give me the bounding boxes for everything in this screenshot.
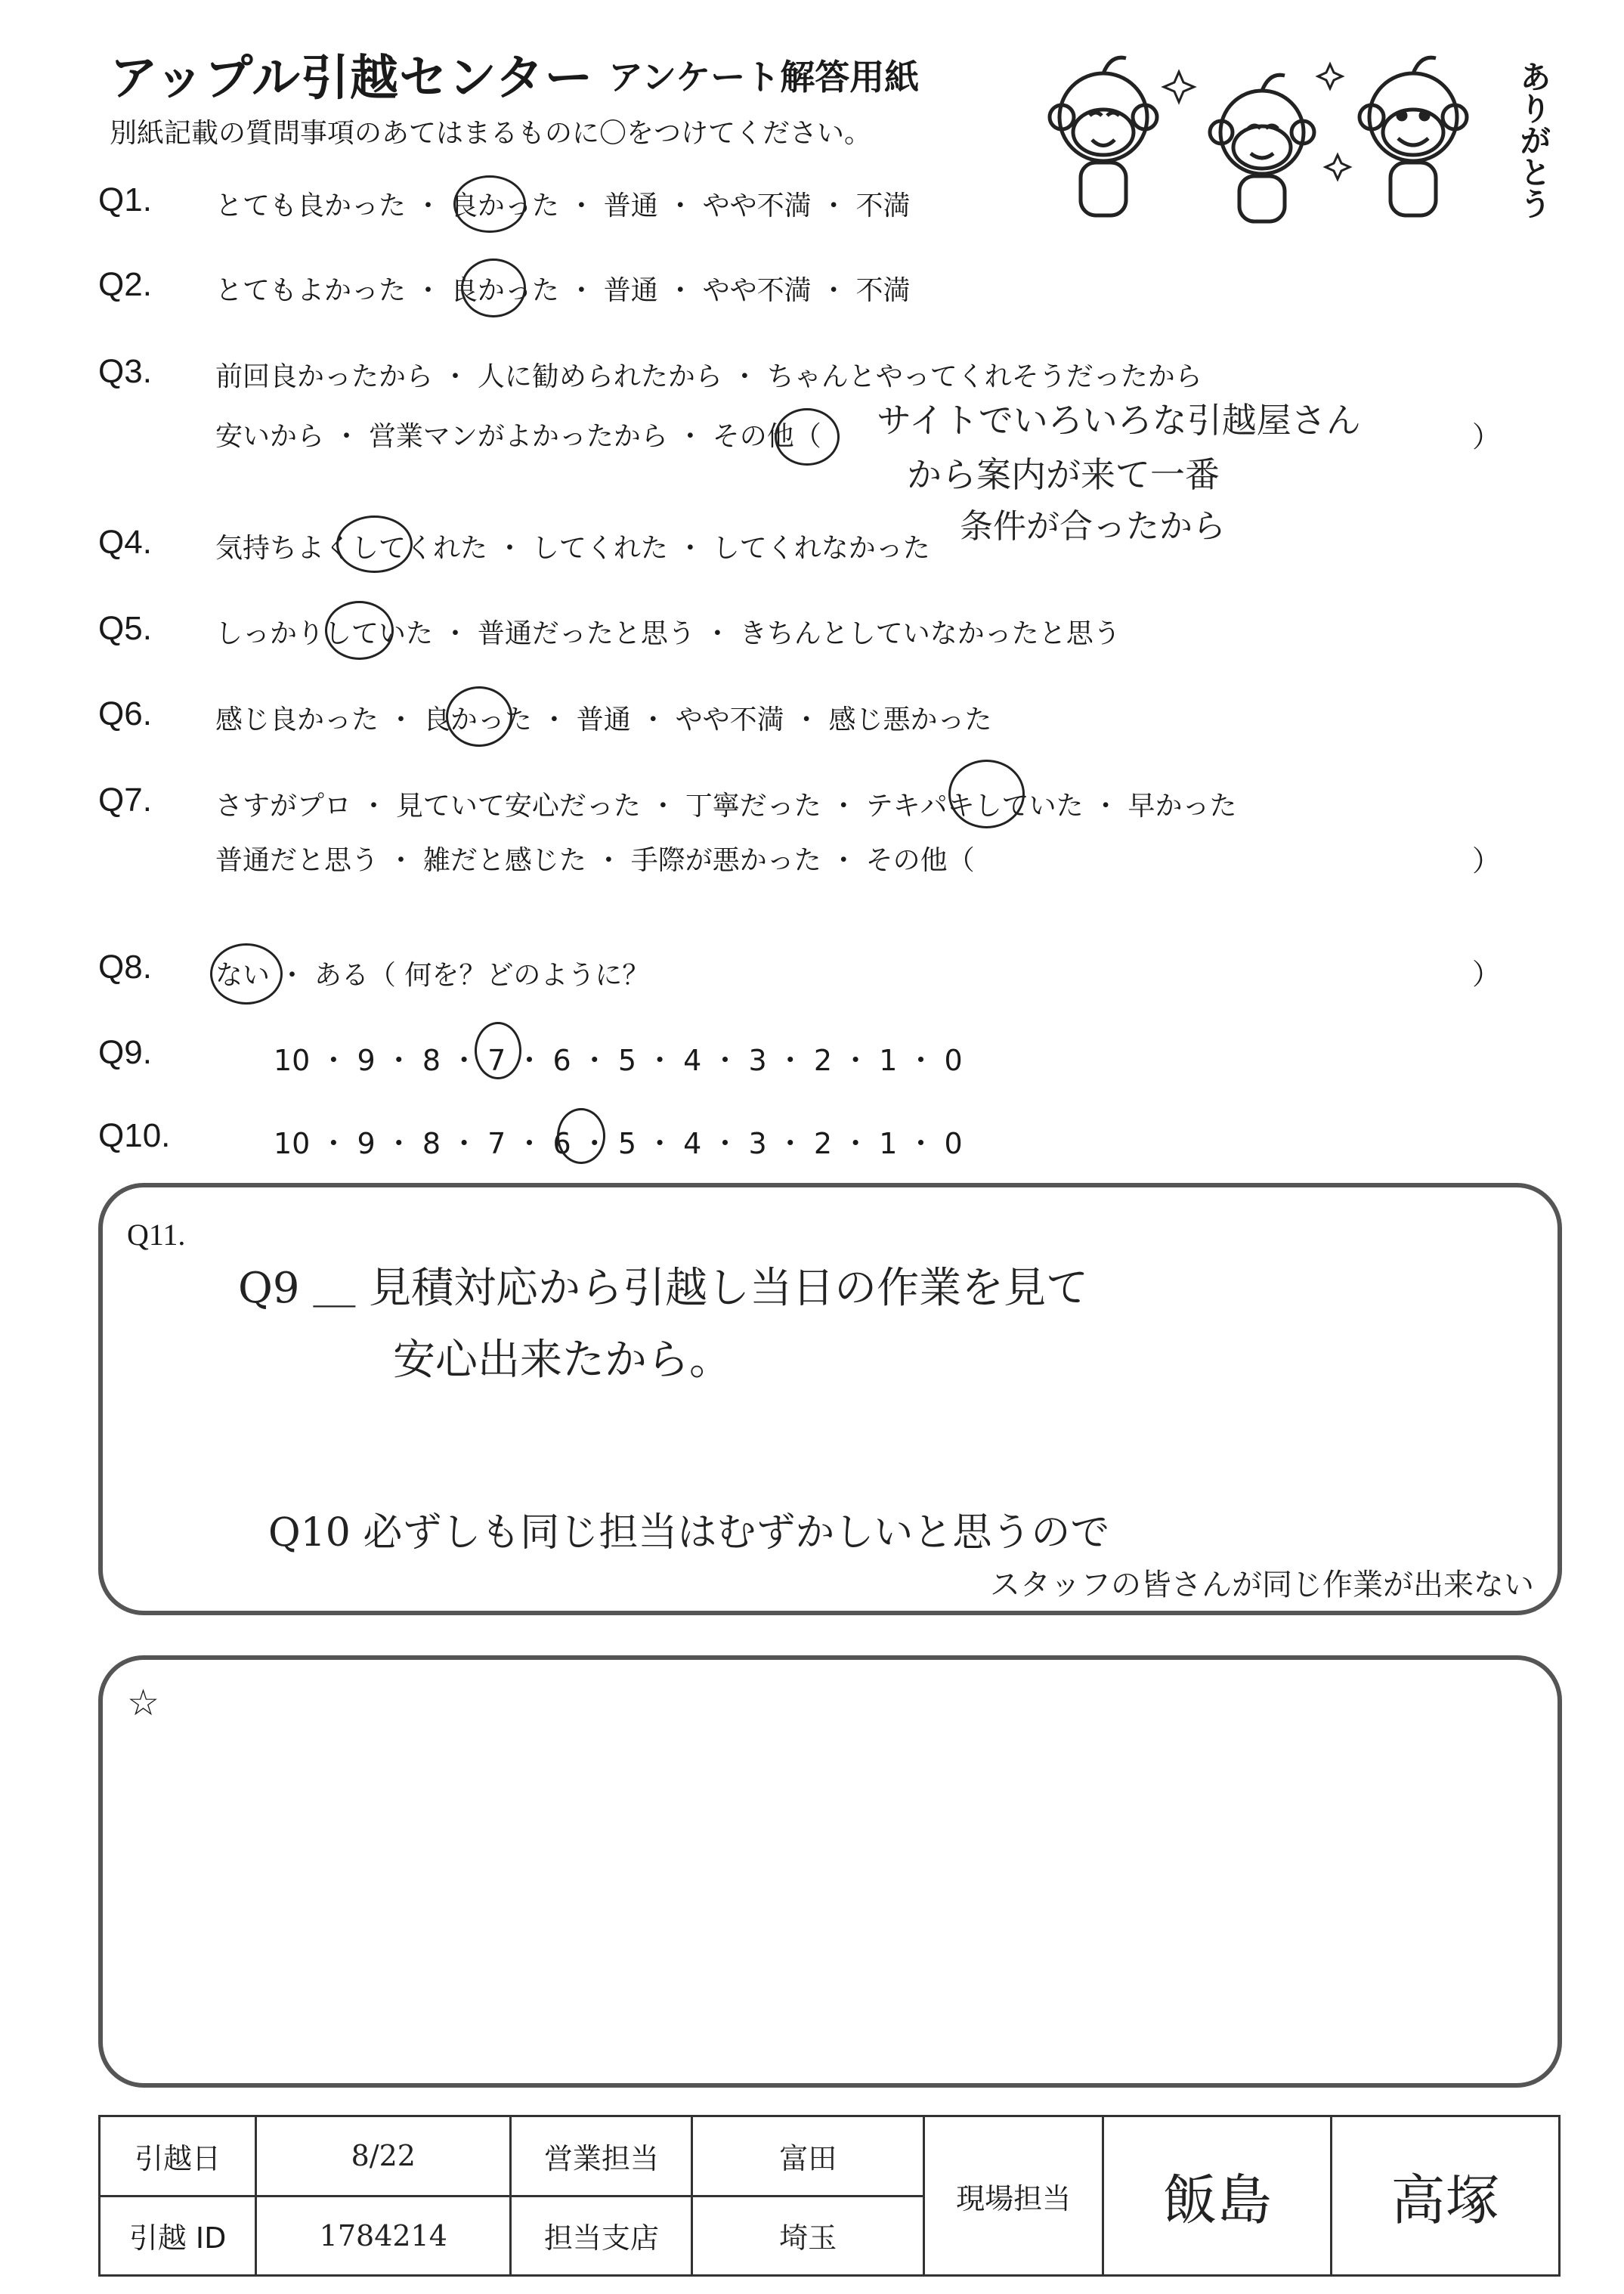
monkey-1-icon	[1050, 57, 1157, 215]
q6-label: Q6.	[98, 695, 152, 732]
q11-handwriting-1: Q9 ＿ 見積対応から引越し当日の作業を見て	[238, 1264, 1089, 1313]
company-title: アップル引越センター	[110, 51, 594, 107]
q5-options[interactable]: しっかりしていた ・ 普通だったと思う ・ きちんとしていなかったと思う	[215, 618, 1121, 649]
branch-value: 埼玉	[692, 2196, 924, 2276]
q3-other-handwriting-1: サイトでいろいろな引越屋さん	[877, 400, 1361, 441]
site-staff-label: 現場担当	[924, 2116, 1103, 2276]
q11-handwriting-4: スタッフの皆さんが同じ作業が出来ない	[990, 1568, 1534, 1602]
q2-label: Q2.	[98, 266, 152, 303]
q4-answer-circle	[336, 515, 413, 573]
monkey-2-icon	[1210, 75, 1314, 221]
q3-other-handwriting-2: から案内が来て一番	[907, 454, 1220, 495]
q11-handwriting-3: Q10 必ずしも同じ担当はむずかしいと思うので	[268, 1510, 1110, 1556]
site-staff-value-2: 高塚	[1332, 2116, 1560, 2276]
move-date-value: 8/22	[256, 2116, 511, 2196]
thanks-text: ありがとう	[1515, 60, 1552, 219]
q8-label: Q8.	[98, 949, 152, 986]
monkey-3-icon	[1360, 57, 1467, 215]
q7-options-line2[interactable]: 普通だと思う ・ 雑だと感じた ・ 手際が悪かった ・ その他（	[215, 845, 975, 876]
q2-options[interactable]: とてもよかった ・ 良かった ・ 普通 ・ やや不満 ・ 不満	[215, 275, 911, 306]
move-id-label: 引越 ID	[100, 2196, 256, 2276]
q9-label: Q9.	[98, 1034, 152, 1071]
q9-answer-circle	[475, 1022, 521, 1079]
q7-answer-circle	[948, 760, 1025, 828]
q7-close-paren: ）	[1472, 844, 1502, 878]
q3-close-paren: ）	[1472, 420, 1502, 454]
q11-box-label: Q11.	[127, 1218, 186, 1252]
instruction-text: 別紙記載の質問事項のあてはまるものに〇をつけてください。	[110, 118, 872, 149]
q6-answer-circle	[446, 686, 512, 747]
q9-scale[interactable]: 10 ・ 9 ・ 8 ・ 7 ・ 6 ・ 5 ・ 4 ・ 3 ・ 2 ・ 1 ・ 0	[274, 1044, 963, 1077]
sales-rep-label: 営業担当	[511, 2116, 692, 2196]
move-info-table	[98, 2115, 1561, 2277]
q3-other-handwriting-3: 条件が合ったから	[960, 507, 1226, 546]
q10-scale[interactable]: 10 ・ 9 ・ 8 ・ 7 ・ 6 ・ 5 ・ 4 ・ 3 ・ 2 ・ 1 ・ 0	[274, 1127, 963, 1160]
site-staff-value-1: 飯島	[1103, 2116, 1332, 2276]
q3-options-line1[interactable]: 前回良かったから ・ 人に勧められたから ・ ちゃんとやってくれそうだったから	[215, 361, 1202, 392]
q3-options-line2[interactable]: 安いから ・ 営業マンがよかったから ・ その他（	[215, 421, 821, 452]
q4-label: Q4.	[98, 524, 152, 561]
sales-rep-value: 富田	[692, 2116, 924, 2196]
q11-handwriting-2: 安心出来たから。	[393, 1336, 732, 1385]
move-date-label: 引越日	[100, 2116, 256, 2196]
q8-options[interactable]: ない ・ ある（ 何を？どのように？	[215, 960, 650, 991]
q5-label: Q5.	[98, 610, 152, 647]
monkey-mascots-illustration	[1020, 42, 1519, 238]
q10-answer-circle	[557, 1108, 605, 1164]
q7-options-line1[interactable]: さすがプロ ・ 見ていて安心だった ・ 丁寧だった ・ テキパキしていた ・ 早かった	[215, 791, 1237, 822]
q2-answer-circle	[461, 259, 526, 317]
q7-label: Q7.	[98, 782, 152, 819]
q6-options[interactable]: 感じ良かった ・ 良かった ・ 普通 ・ やや不満 ・ 感じ悪かった	[215, 704, 992, 735]
q4-options[interactable]: 気持ちよくしてくれた ・ してくれた ・ してくれなかった	[215, 533, 930, 564]
free-comment-box[interactable]	[98, 1655, 1562, 2088]
q1-label: Q1.	[98, 181, 152, 218]
q8-answer-circle	[210, 943, 283, 1005]
q5-answer-circle	[325, 601, 394, 660]
q3-answer-circle	[775, 408, 840, 466]
q3-label: Q3.	[98, 353, 152, 390]
move-id-value: 1784214	[256, 2196, 511, 2276]
star-icon: ☆	[127, 1683, 160, 1723]
q1-options[interactable]: とても良かった ・ 良かった ・ 普通 ・ やや不満 ・ 不満	[215, 190, 911, 221]
q10-label: Q10.	[98, 1117, 171, 1154]
q8-close-paren: ）	[1472, 958, 1502, 991]
q1-answer-circle	[453, 175, 526, 233]
branch-label: 担当支店	[511, 2196, 692, 2276]
form-title: アンケート解答用紙	[608, 57, 920, 98]
